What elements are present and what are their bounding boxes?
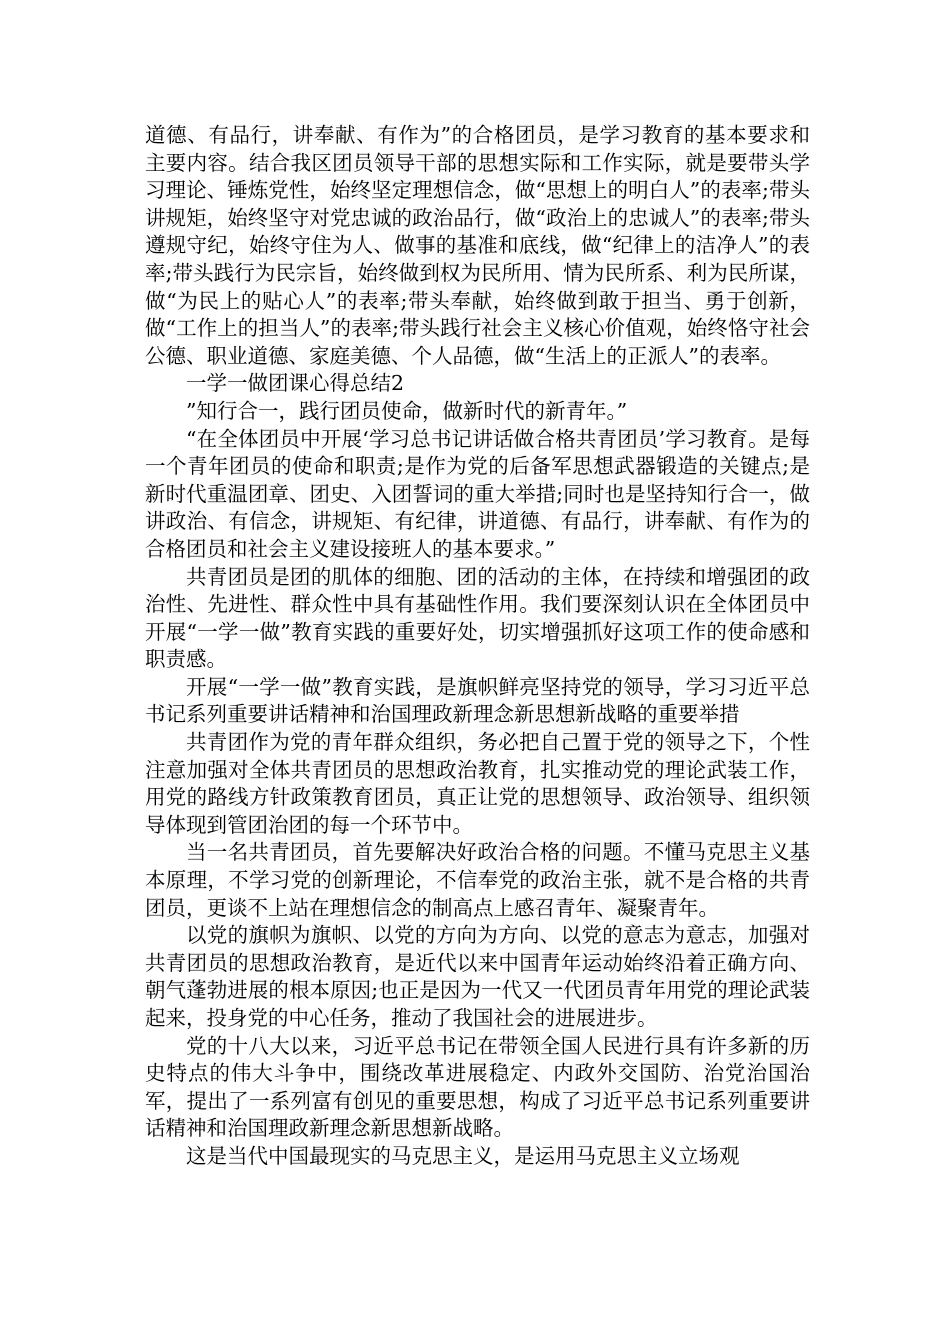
body-paragraph: “在全体团员中开展‘学习总书记讲话做合格共青团员’学习教育。是每一个青年团员的使命和职责;是作为党的后备军思想武器锻造的关键点;是新时代重温团章、团史、入团誓词的重大举措;同时也是坚持知行合一，做讲政治、有信念，讲规矩、有纪律，讲道德、有品行，讲奉献、有作为的合格团员和社会主义建设接班人的基本要求。” [145, 426, 810, 561]
quote-paragraph: ”知行合一，践行团员使命，做新时代的新青年。” [186, 398, 628, 423]
body-paragraph: 开展“一学一做”教育实践，是旗帜鲜亮坚持党的领导，学习习近平总书记系列重要讲话精神和治国理政新理念新思想新战略的重要举措 [145, 674, 810, 727]
body-paragraph: 党的十八大以来，习近平总书记在带领全国人民进行具有许多新的历史特点的伟大斗争中，围绕改革进展稳定、内政外交国防、治党治国治军，提出了一系列富有创见的重要思想，构成了习近平总书记系列重要讲话精神和治国理政新理念新思想新战略。 [145, 1033, 810, 1141]
body-paragraph: 道德、有品行，讲奉献、有作为”的合格团员，是学习教育的基本要求和主要内容。结合我区团员领导干部的思想实际和工作实际，就是要带头学习理论、锤炼党性，始终坚定理想信念，做“思想上的明白人”的表率;带头讲规矩，始终坚守对党忠诚的政治品行，做“政治上的忠诚人”的表率;带头遵规守纪，始终守住为人、做事的基准和底线，做“纪律上的洁净人”的表率;带头践行为民宗旨，始终做到权为民所用、情为民所系、利为民所谋，做“为民上的贴心人”的表率;带头奉献，始终做到敢于担当、勇于创新，做“工作上的担当人”的表率;带头践行社会主义核心价值观，始终恪守社会公德、职业道德、家庭美德、个人品德，做“生活上的正派人”的表率。 [145, 123, 810, 368]
document-page [145, 122, 810, 1171]
body-paragraph: 这是当代中国最现实的马克思主义，是运用马克思主义立场观 [186, 1143, 740, 1168]
body-paragraph: 当一名共青团员，首先要解决好政治合格的问题。不懂马克思主义基本原理，不学习党的创新理论，不信奉党的政治主张，就不是合格的共青团员，更谈不上站在理想信念的制高点上感召青年、凝聚青年。 [145, 840, 810, 920]
body-paragraph: 以党的旗帜为旗帜、以党的方向为方向、以党的意志为意志，加强对共青团员的思想政治教育，是近代以来中国青年运动始终沿着正确方向、朝气蓬勃进展的根本原因;也正是因为一代又一代团员青年用党的理论武装起来，投身党的中心任务，推动了我国社会的进展进步。 [145, 923, 810, 1030]
body-paragraph: 共青团作为党的青年群众组织，务必把自己置于党的领导之下，个性注意加强对全体共青团员的思想政治教育，扎实推动党的理论武装工作，用党的路线方针政策教育团员，真正让党的思想领导、政治领导、组织领导体现到管团治团的每一个环节中。 [145, 730, 810, 837]
section-heading: 一学一做团课心得总结2 [186, 371, 405, 396]
body-paragraph: 共青团员是团的肌体的细胞、团的活动的主体，在持续和增强团的政治性、先进性、群众性中具有基础性作用。我们要深刻认识在全体团员中开展“一学一做”教育实践的重要好处，切实增强抓好这项工作的使命感和职责感。 [145, 564, 810, 672]
